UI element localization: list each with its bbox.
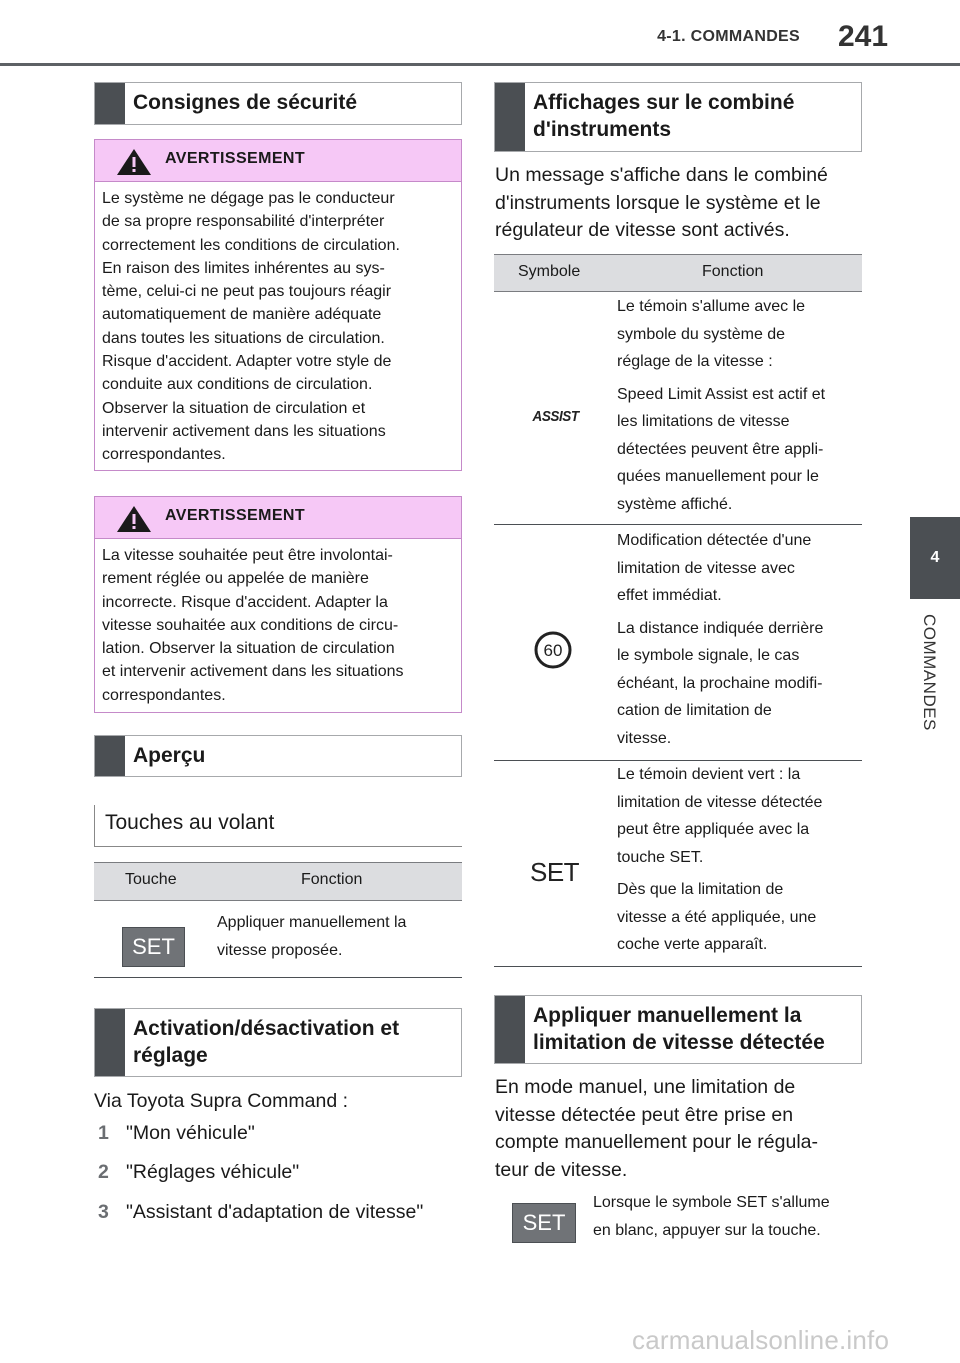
chapter-number: 4 (930, 549, 940, 566)
overview-heading-text: Aperçu (133, 744, 206, 767)
keys-table-bottom-rule (94, 977, 462, 978)
display-intro: Un message s'affiche dans le combiné d'instruments lorsque le système et le régulateur de vitesse sont activés. (495, 164, 828, 241)
apply-body: En mode manuel, une limitation de vitesse détectée peut être prise en compte manuellement pour le régula- teur de vitesse. (495, 1076, 819, 1181)
symbol-row-function: Le témoin devient vert : la limitation de vitesse détectée peut être appliquée avec la touche SET. Dès que la limitation de vitesse a été appliquée, une coche verte apparaît. (617, 766, 823, 953)
keys-table-header (94, 862, 462, 901)
symbols-table-bottom-rule (494, 966, 862, 967)
safety-heading (94, 82, 462, 125)
warning-icon (115, 147, 153, 177)
warning-title: AVERTISSEMENT (165, 507, 306, 524)
activation-heading (94, 1008, 462, 1077)
apply-heading-text: Appliquer manuellement la limitation de vitesse détectée (533, 1004, 825, 1054)
assist-icon: ASSIST (532, 408, 579, 425)
watermark: carmanualsonline.info (632, 1325, 890, 1355)
keys-col-function: Fonction (301, 871, 363, 888)
warning-title: AVERTISSEMENT (165, 150, 306, 167)
set-note-text: Lorsque le symbole SET s'allume en blanc, appuyer sur la touche. (593, 1194, 830, 1239)
symbol-row-function: Modification détectée d'une limitation de vitesse avec effet immédiat. La distance indiquée derrière le symbole signale, le cas échéant, la prochaine modifi- cation de limitation de vitesse. (617, 532, 824, 747)
activation-heading-text: Activation/désactivation et réglage (133, 1017, 400, 1067)
header-rule (0, 63, 960, 66)
display-heading-text: Affichages sur le combiné d'instruments (533, 91, 795, 141)
chapter-label: COMMANDES (920, 614, 939, 731)
steering-keys-subheading: Touches au volant (94, 805, 462, 847)
set-key-icon: SET (512, 1203, 576, 1243)
warning-icon (115, 504, 153, 534)
warning-box-2 (94, 496, 462, 713)
symbols-col-symbol: Symbole (518, 263, 581, 280)
set-key-icon: SET (122, 927, 185, 967)
symbols-col-function: Fonction (702, 263, 764, 280)
warning-text: Le système ne dégage pas le conducteur de sa propre responsabilité d'interpréter correctement les conditions de circulation. En raison des limites inhérentes au sys- tème, celui-ci ne peut pas toujours réagir automatiquement de manière adéquate dans toutes les situations de circulation. Risque d'accident. Adapter votre style de conduite aux conditions de circulation. Observer la situation de circulation et intervenir activement dans les situations correspondantes. (102, 190, 400, 464)
apply-heading (494, 995, 862, 1064)
keys-col-key: Touche (125, 871, 177, 888)
symbol-row-function: Le témoin s'allume avec le symbole du système de réglage de la vitesse : Speed Limit Assist est actif et les limitations de vitesse détectées peuvent être appli- quées manuellement pour le système affiché. (617, 298, 826, 513)
svg-text:60: 60 (543, 641, 563, 660)
via-text: Via Toyota Supra Command : (94, 1090, 349, 1112)
warning-text: La vitesse souhaitée peut être involontai- rement réglée ou appelée de manière incorrecte. Risque d'accident. Adapter la vitesse souhaitée aux conditions de circu- lation. Observer la situation de circulation et intervenir activement dans les situations correspondantes. (102, 547, 404, 704)
symbols-table-header (494, 254, 862, 292)
set-symbol-icon: SET (530, 857, 580, 887)
safety-heading-text: Consignes de sécurité (133, 91, 358, 114)
symbols-row-rule (494, 524, 862, 525)
section-title: 4-1. COMMANDES (657, 28, 800, 45)
chapter-tab[interactable] (910, 517, 960, 599)
display-heading (494, 82, 862, 152)
speed-limit-60-icon (534, 631, 572, 669)
page-number: 241 (838, 20, 889, 53)
keys-row-function: Appliquer manuellement la vitesse proposée. (217, 914, 407, 959)
warning-box-1 (94, 139, 462, 471)
overview-heading (94, 735, 462, 777)
